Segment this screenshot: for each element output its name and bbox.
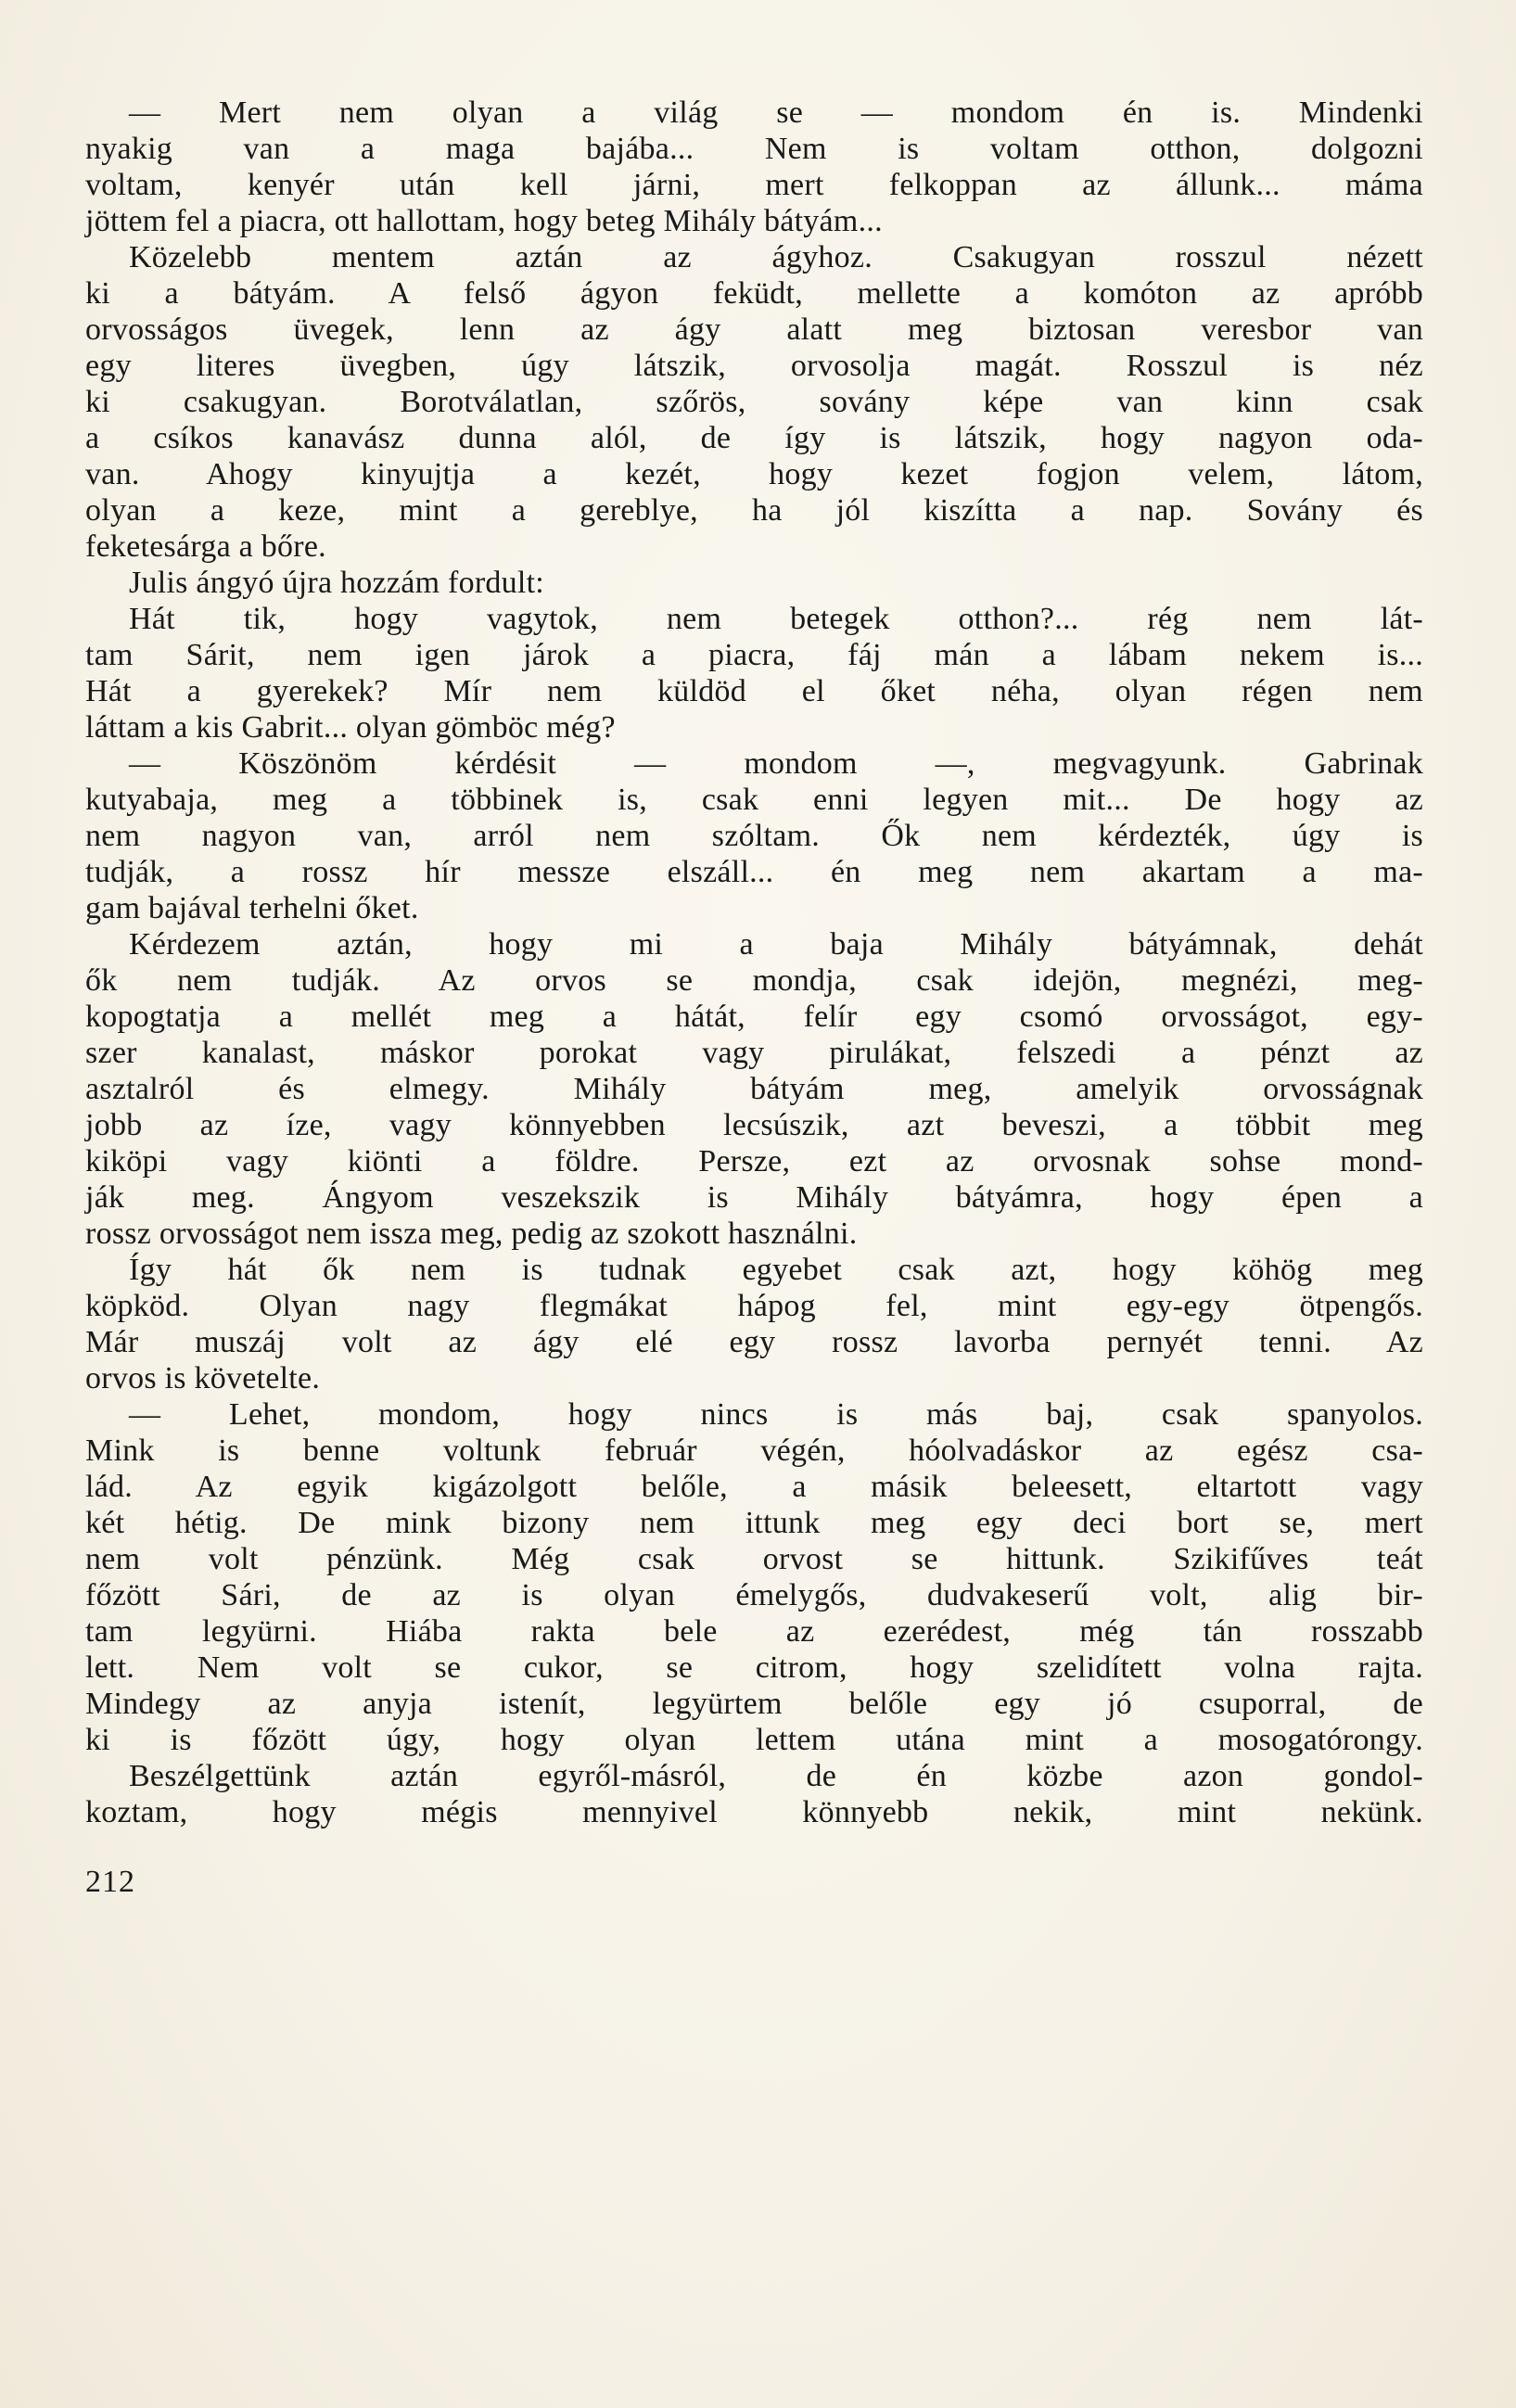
- text-line: kutyabaja, meg a többinek is, csak enni legyen mit... De hogy az: [85, 783, 1423, 817]
- text-line: koztam, hogy mégis mennyivel könnyebb nekik, mint nekünk.: [85, 1795, 1423, 1829]
- text-line: — Lehet, mondom, hogy nincs is más baj, csak spanyolos.: [129, 1397, 1423, 1432]
- text-line: főzött Sári, de az is olyan émelygős, dudvakeserű volt, alig bir-: [85, 1578, 1423, 1612]
- text-line: lád. Az egyik kigázolgott belőle, a másik beleesett, eltartott vagy: [85, 1470, 1423, 1504]
- paragraph: [85, 239, 1423, 565]
- text-block: [85, 95, 1423, 1830]
- paragraph: [85, 926, 1423, 1252]
- text-line: ják meg. Ángyom veszekszik is Mihály bátyámra, hogy épen a: [85, 1180, 1423, 1215]
- text-line: voltam, kenyér után kell járni, mert felkoppan az állunk... máma: [85, 168, 1423, 202]
- text-line: két hétig. De mink bizony nem ittunk meg egy deci bort se, mert: [85, 1506, 1423, 1540]
- text-line: ki is főzött úgy, hogy olyan lettem utána mint a mosogatórongy.: [85, 1723, 1423, 1757]
- text-line: Julis ángyó újra hozzám fordult:: [129, 566, 545, 600]
- paragraph: [85, 1396, 1423, 1758]
- text-line: rossz orvosságot nem issza meg, pedig az szokott használni.: [85, 1217, 858, 1251]
- text-line: kiköpi vagy kiönti a földre. Persze, ezt az orvosnak sohse mond-: [85, 1144, 1423, 1179]
- text-line: orvosságos üvegek, lenn az ágy alatt meg biztosan veresbor van: [85, 312, 1423, 347]
- text-line: olyan a keze, mint a gereblye, ha jól kiszítta a nap. Sovány és: [85, 493, 1423, 528]
- text-line: lett. Nem volt se cukor, se citrom, hogy szelidített volna rajta.: [85, 1650, 1423, 1685]
- text-line: jobb az íze, vagy könnyebben lecsúszik, azt beveszi, a többit meg: [85, 1108, 1423, 1142]
- text-line: tudják, a rossz hír messze elszáll... én meg nem akartam a ma-: [85, 855, 1423, 889]
- paragraph: [85, 601, 1423, 745]
- text-line: asztalról és elmegy. Mihály bátyám meg, amelyik orvosságnak: [85, 1072, 1423, 1106]
- paragraph: [85, 565, 1423, 601]
- paragraph: [85, 745, 1423, 926]
- text-line: nem volt pénzünk. Még csak orvost se hittunk. Szikifűves teát: [85, 1542, 1423, 1576]
- text-line: tam Sárit, nem igen járok a piacra, fáj mán a lábam nekem is...: [85, 638, 1423, 672]
- text-line: orvos is követelte.: [85, 1361, 321, 1395]
- text-line: ki a bátyám. A felső ágyon feküdt, mellette a komóton az apróbb: [85, 276, 1423, 311]
- text-line: kopogtatja a mellét meg a hátát, felír egy csomó orvosságot, egy-: [85, 1000, 1423, 1034]
- text-line: van. Ahogy kinyujtja a kezét, hogy kezet fogjon velem, látom,: [85, 457, 1423, 491]
- text-line: Hát a gyerekek? Mír nem küldöd el őket néha, olyan régen nem: [85, 674, 1423, 708]
- text-line: köpköd. Olyan nagy flegmákat hápog fel, mint egy-egy ötpengős.: [85, 1289, 1423, 1323]
- text-line: gam bajával terhelni őket.: [85, 891, 419, 925]
- text-line: a csíkos kanavász dunna alól, de így is látszik, hogy nagyon oda-: [85, 421, 1423, 455]
- text-line: láttam a kis Gabrit... olyan gömböc még?: [85, 710, 616, 745]
- text-line: Már muszáj volt az ágy elé egy rossz lavorba pernyét tenni. Az: [85, 1325, 1423, 1359]
- text-line: ők nem tudják. Az orvos se mondja, csak idejön, megnézi, meg-: [85, 963, 1423, 998]
- text-line: tam legyürni. Hiába rakta bele az ezerédest, még tán rosszabb: [85, 1614, 1423, 1649]
- text-line: egy literes üvegben, úgy látszik, orvosolja magát. Rosszul is néz: [85, 349, 1423, 383]
- text-line: nyakig van a maga bajába... Nem is voltam otthon, dolgozni: [85, 132, 1423, 166]
- text-line: — Köszönöm kérdésit — mondom —, megvagyunk. Gabrinak: [129, 746, 1423, 781]
- page-number: 212: [85, 1865, 135, 1899]
- text-line: jöttem fel a piacra, ott hallottam, hogy beteg Mihály bátyám...: [85, 204, 883, 238]
- paragraph: [85, 1758, 1423, 1830]
- text-line: Kérdezem aztán, hogy mi a baja Mihály bátyámnak, dehát: [129, 927, 1423, 962]
- text-line: feketesárga a bőre.: [85, 529, 326, 564]
- text-line: Beszélgettünk aztán egyről-másról, de én közbe azon gondol-: [129, 1759, 1423, 1793]
- text-line: Mink is benne voltunk február végén, hóolvadáskor az egész csa-: [85, 1433, 1423, 1468]
- text-line: szer kanalast, máskor porokat vagy pirulákat, felszedi a pénzt az: [85, 1036, 1423, 1070]
- text-line: Közelebb mentem aztán az ágyhoz. Csakugyan rosszul nézett: [129, 240, 1423, 274]
- paragraph: [85, 1252, 1423, 1396]
- text-line: nem nagyon van, arról nem szóltam. Ők nem kérdezték, úgy is: [85, 819, 1423, 853]
- text-line: Hát tik, hogy vagytok, nem betegek otthon?... rég nem lát-: [129, 602, 1423, 636]
- paragraph: [85, 95, 1423, 239]
- text-line: ki csakugyan. Borotválatlan, szőrös, sovány képe van kinn csak: [85, 385, 1423, 419]
- text-line: — Mert nem olyan a világ se — mondom én is. Mindenki: [129, 96, 1423, 130]
- text-line: Mindegy az anyja istenít, legyürtem belőle egy jó csuporral, de: [85, 1687, 1423, 1721]
- text-line: Így hát ők nem is tudnak egyebet csak azt, hogy köhög meg: [129, 1253, 1423, 1287]
